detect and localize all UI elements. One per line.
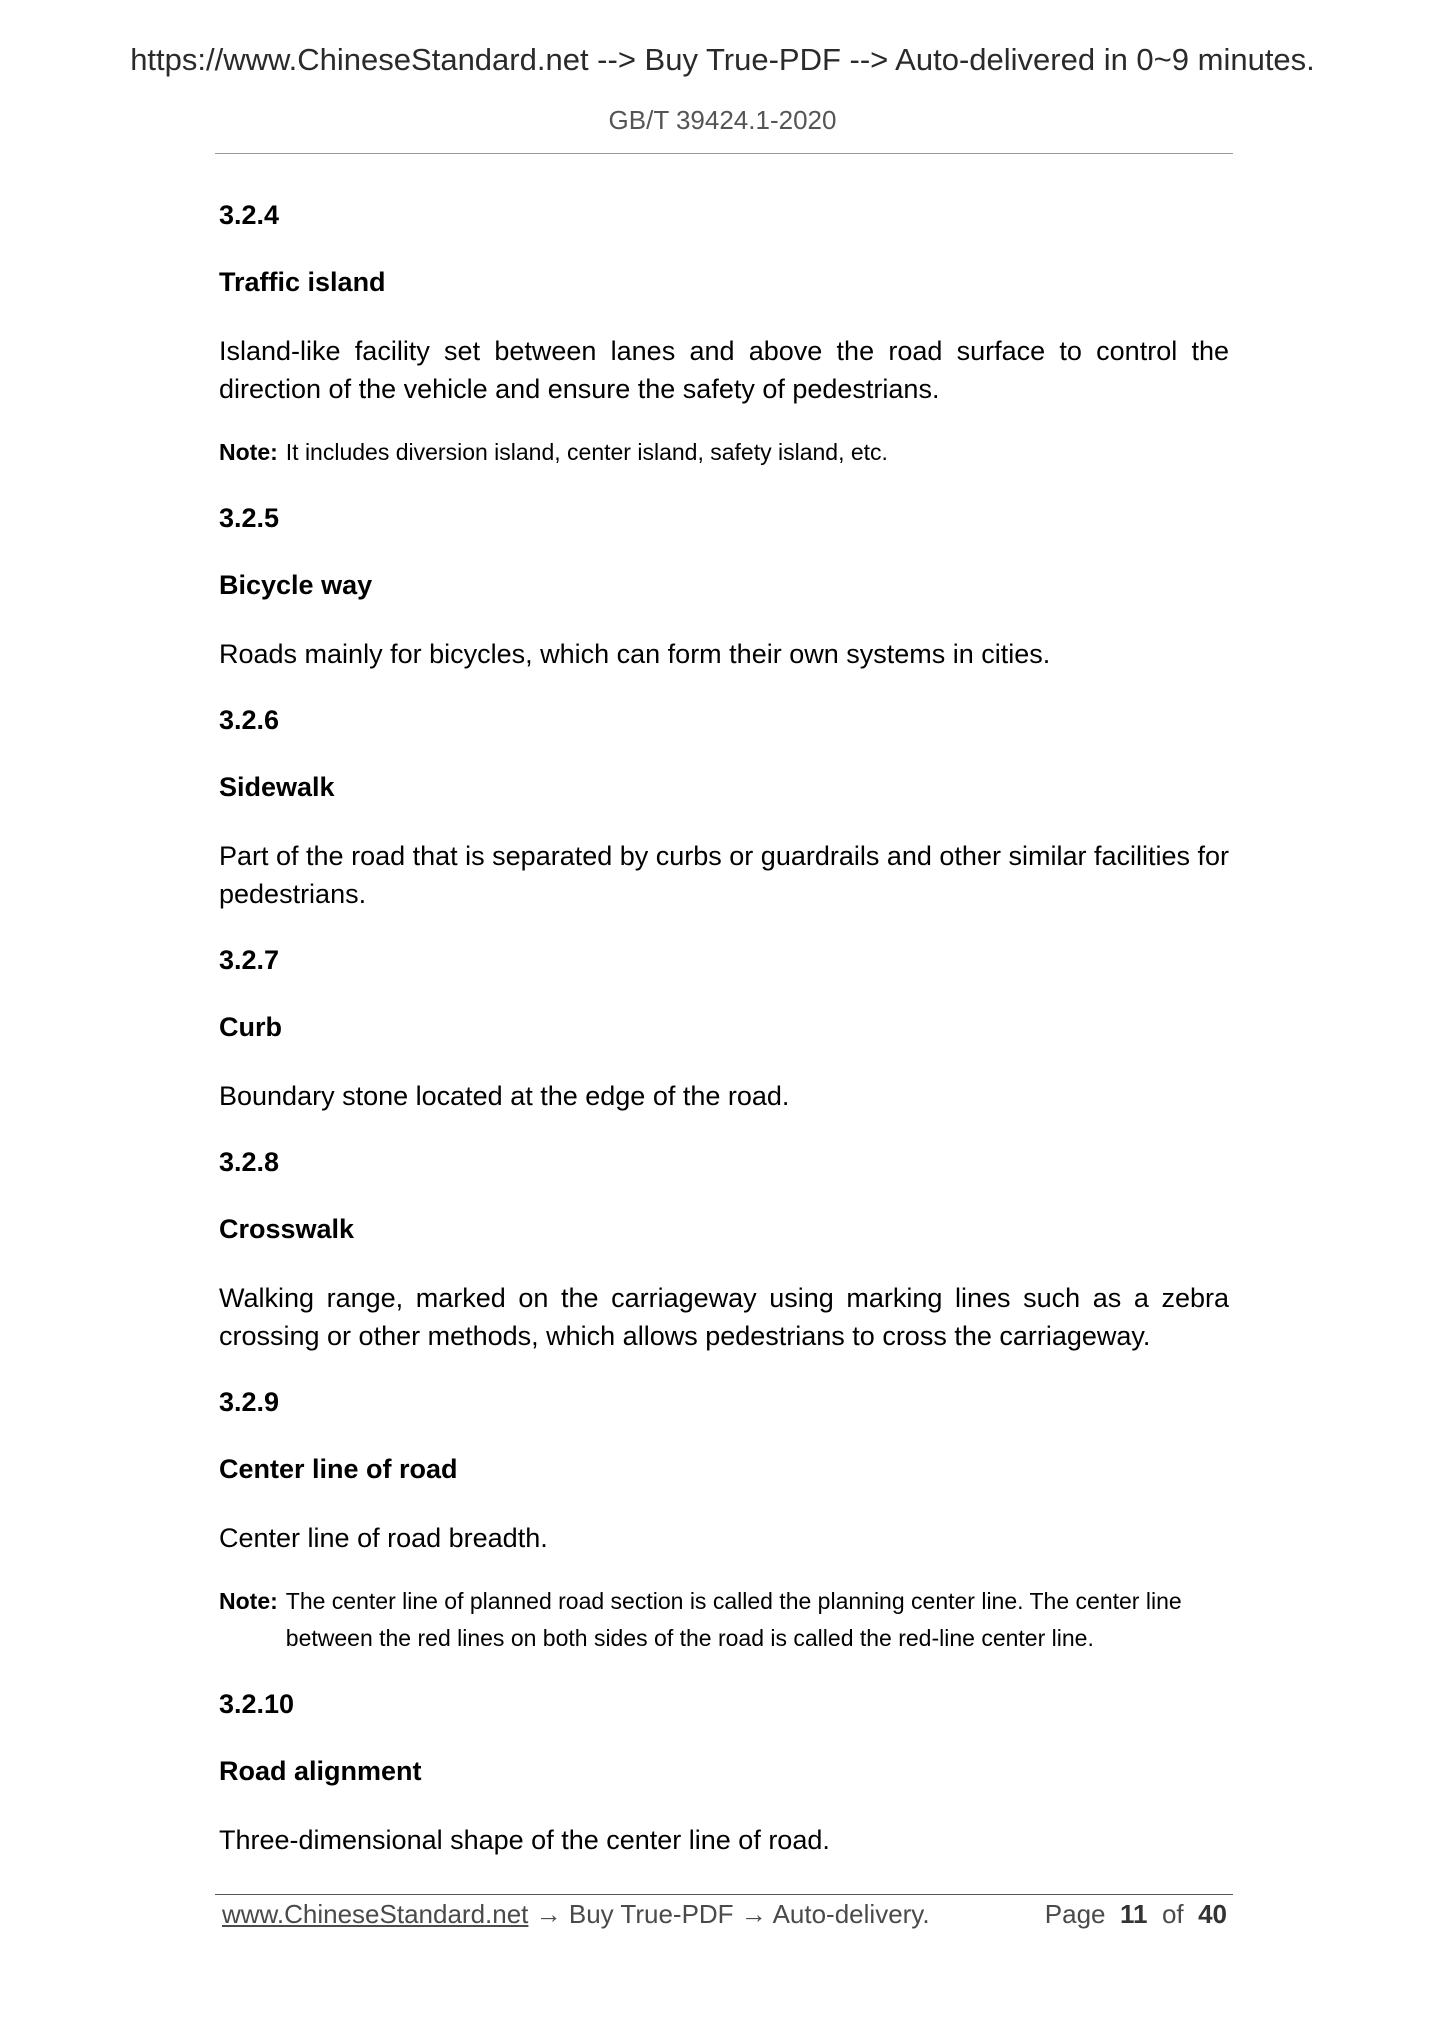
header-divider (215, 153, 1233, 154)
entry-3-2-9 (219, 1385, 1229, 1657)
entry-definition: Center line of road breadth. (219, 1523, 548, 1553)
entry-definition: Part of the road that is separated by curbs or guardrails and other similar facilities for pedestrians. (219, 841, 1229, 909)
entry-note (219, 1583, 1229, 1657)
entry-number: 3.2.5 (219, 503, 280, 533)
standard-code: GB/T 39424.1-2020 (608, 105, 837, 135)
entry-number: 3.2.6 (219, 705, 280, 735)
entry-3-2-5 (219, 501, 1229, 673)
entry-number: 3.2.9 (219, 1387, 280, 1417)
entry-term: Center line of road (219, 1454, 458, 1484)
footer-divider (215, 1894, 1233, 1895)
page-number: 11 (1119, 1899, 1148, 1929)
entry-term: Curb (219, 1012, 282, 1042)
entry-definition: Three-dimensional shape of the center line of road. (219, 1825, 830, 1855)
entry-term: Crosswalk (219, 1214, 355, 1244)
entry-number: 3.2.8 (219, 1147, 280, 1177)
entry-number: 3.2.10 (219, 1689, 295, 1719)
page-word: Page (1044, 1899, 1106, 1929)
entry-number: 3.2.4 (219, 200, 280, 230)
page-footer (222, 1896, 1227, 1932)
entry-term: Traffic island (219, 267, 386, 297)
entry-3-2-4 (219, 198, 1229, 471)
entry-definition: Boundary stone located at the edge of the road. (219, 1081, 790, 1111)
entry-term: Bicycle way (219, 570, 373, 600)
note-text: The center line of planned road section is called the planning center line. The center line between the red lines on both sides of the road is called the red-line center line. (285, 1588, 1182, 1651)
entry-definition: Roads mainly for bicycles, which can form their own systems in cities. (219, 639, 1051, 669)
total-pages: 40 (1198, 1899, 1227, 1929)
footer-tagline: → Buy True-PDF → Auto-delivery. (528, 1899, 930, 1929)
note-label: Note: (219, 1588, 278, 1614)
top-banner: https://www.ChineseStandard.net --> Buy True-PDF --> Auto-delivered in 0~9 minutes. (130, 42, 1315, 77)
entry-number: 3.2.7 (219, 945, 280, 975)
entry-term: Sidewalk (219, 772, 335, 802)
footer-promo (222, 1896, 930, 1932)
entry-3-2-7 (219, 943, 1229, 1115)
entry-note (219, 434, 1229, 471)
entry-definition: Island-like facility set between lanes and above the road surface to control the direction of the vehicle and ensure the safety of pedestrians. (219, 336, 1229, 404)
note-label: Note: (219, 439, 278, 465)
document-body (219, 198, 1229, 1859)
entry-term: Road alignment (219, 1756, 422, 1786)
entry-3-2-10 (219, 1687, 1229, 1859)
footer-site-link[interactable]: www.ChineseStandard.net (222, 1899, 529, 1929)
entry-3-2-6 (219, 703, 1229, 913)
note-text: It includes diversion island, center island, safety island, etc. (285, 439, 888, 465)
entry-3-2-8 (219, 1145, 1229, 1355)
entry-definition: Walking range, marked on the carriageway using marking lines such as a zebra crossing or other methods, which allows pedestrians to cross the carriageway. (219, 1283, 1229, 1351)
page-indicator (1045, 1896, 1227, 1932)
of-word: of (1161, 1899, 1184, 1929)
